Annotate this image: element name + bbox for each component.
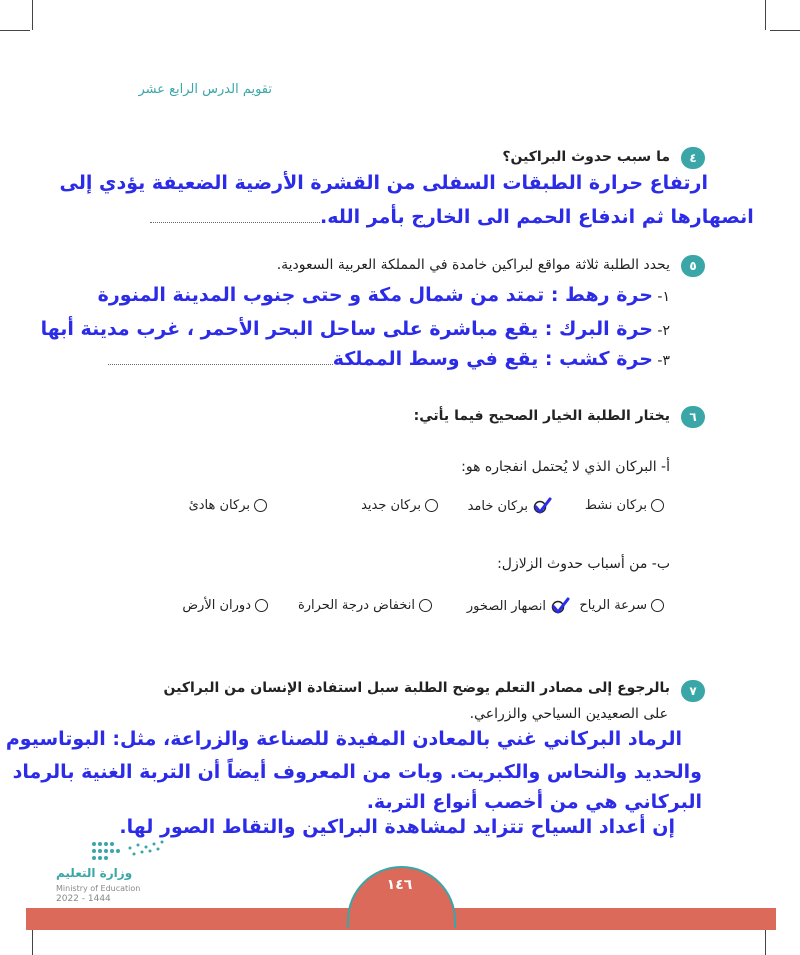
checkmark-icon	[532, 496, 552, 516]
crop-mark	[32, 0, 33, 30]
option-label: دوران الأرض	[182, 598, 251, 613]
crop-mark	[32, 928, 33, 955]
radio-circle[interactable]	[651, 599, 664, 612]
ministry-logo-icon	[90, 838, 170, 864]
radio-circle[interactable]	[255, 599, 268, 612]
radio-circle[interactable]	[254, 499, 267, 512]
question-7-answer-line2: والحديد والنحاس والكبريت. وبات من المعروف أيضاً أن التربة الغنية بالرماد	[12, 761, 702, 783]
item-number: ٢-	[657, 323, 670, 339]
option-new-volcano[interactable]	[361, 498, 438, 513]
option-label: بركان جديد	[361, 498, 421, 513]
answer-dotted-line	[150, 220, 320, 223]
option-label: سرعة الرياح	[579, 598, 647, 613]
question-5-text: يحدد الطلبة ثلاثة مواقع لبراكين خامدة في المملكة العربية السعودية.	[276, 257, 670, 273]
checkmark-icon	[550, 596, 570, 616]
radio-circle[interactable]	[419, 599, 432, 612]
question-4-text: ما سبب حدوث البراكين؟	[502, 149, 670, 165]
crop-mark	[770, 30, 800, 31]
ministry-name-ar: وزارة التعليم	[56, 866, 133, 880]
question-5-item-3	[108, 348, 670, 370]
option-rock-melting[interactable]	[467, 596, 570, 616]
option-label: انصهار الصخور	[466, 598, 546, 614]
question-4-answer-line1: ارتفاع حرارة الطبقات السفلى من القشرة الأرضية الضعيفة يؤدي إلى	[59, 172, 708, 194]
edition-year: 2022 - 1444	[56, 894, 111, 904]
page-number-tab	[347, 866, 456, 928]
lesson-header: تقويم الدرس الرابع عشر	[138, 82, 272, 97]
option-dormant-volcano[interactable]	[468, 496, 552, 516]
option-earth-rotation[interactable]	[182, 598, 268, 613]
option-wind-speed[interactable]	[579, 598, 664, 613]
option-label: بركان خامد	[467, 498, 528, 514]
question-7-text-line2: على الصعيدين السياحي والزراعي.	[469, 706, 668, 722]
question-4-badge: ٤	[681, 147, 705, 169]
ministry-name-en: Ministry of Education	[56, 884, 141, 893]
question-7-answer-line4: إن أعداد السياح تتزايد لمشاهدة البراكين والتقاط الصور لها.	[119, 816, 675, 838]
question-5-item-1	[98, 284, 670, 306]
option-temperature-drop[interactable]	[298, 598, 432, 613]
question-7-answer-line1: الرماد البركاني غني بالمعادن المفيدة للصناعة والزراعة، مثل: البوتاسيوم	[5, 728, 682, 750]
question-6-badge: ٦	[681, 406, 705, 428]
item-answer: حرة رهط : تمتد من شمال مكة و حتى جنوب المدينة المنورة	[97, 284, 653, 306]
question-7-text-line1: بالرجوع إلى مصادر التعلم يوضح الطلبة سبل استفادة الإنسان من البراكين	[163, 680, 670, 696]
item-number: ٣-	[657, 353, 670, 369]
option-active-volcano[interactable]	[585, 498, 664, 513]
question-4-answer-line2-row	[150, 206, 754, 228]
question-5-badge: ٥	[681, 255, 705, 277]
question-5-item-2	[41, 318, 670, 340]
question-7-answer-line3: البركاني هي من أخصب أنواع التربة.	[366, 791, 702, 813]
question-6b-prompt: ب- من أسباب حدوث الزلازل:	[497, 556, 670, 572]
question-4-answer-line2: انصهارها ثم اندفاع الحمم الى الخارج بأمر الله.	[320, 206, 754, 228]
option-calm-volcano[interactable]	[189, 498, 267, 513]
crop-mark	[765, 928, 766, 955]
option-label: بركان هادئ	[188, 498, 250, 513]
item-number: ١-	[657, 289, 670, 305]
radio-circle[interactable]	[651, 499, 664, 512]
question-6a-prompt: أ- البركان الذي لا يُحتمل انفجاره هو:	[461, 459, 670, 475]
crop-mark	[765, 0, 766, 30]
item-answer: حرة البرك : يقع مباشرة على ساحل البحر الأحمر ، غرب مدينة أبها	[40, 318, 653, 340]
page-number: ١٤٦	[386, 877, 413, 893]
question-6-text: يختار الطلبة الخيار الصحيح فيما يأتي:	[413, 408, 670, 424]
crop-mark	[0, 30, 30, 31]
item-answer: حرة كشب : يقع في وسط المملكة	[332, 348, 653, 370]
answer-dotted-line	[108, 362, 333, 365]
question-7-badge: ٧	[681, 680, 705, 702]
option-label: انخفاض درجة الحرارة	[297, 598, 415, 613]
option-label: بركان نشط	[584, 498, 647, 513]
radio-circle[interactable]	[425, 499, 438, 512]
